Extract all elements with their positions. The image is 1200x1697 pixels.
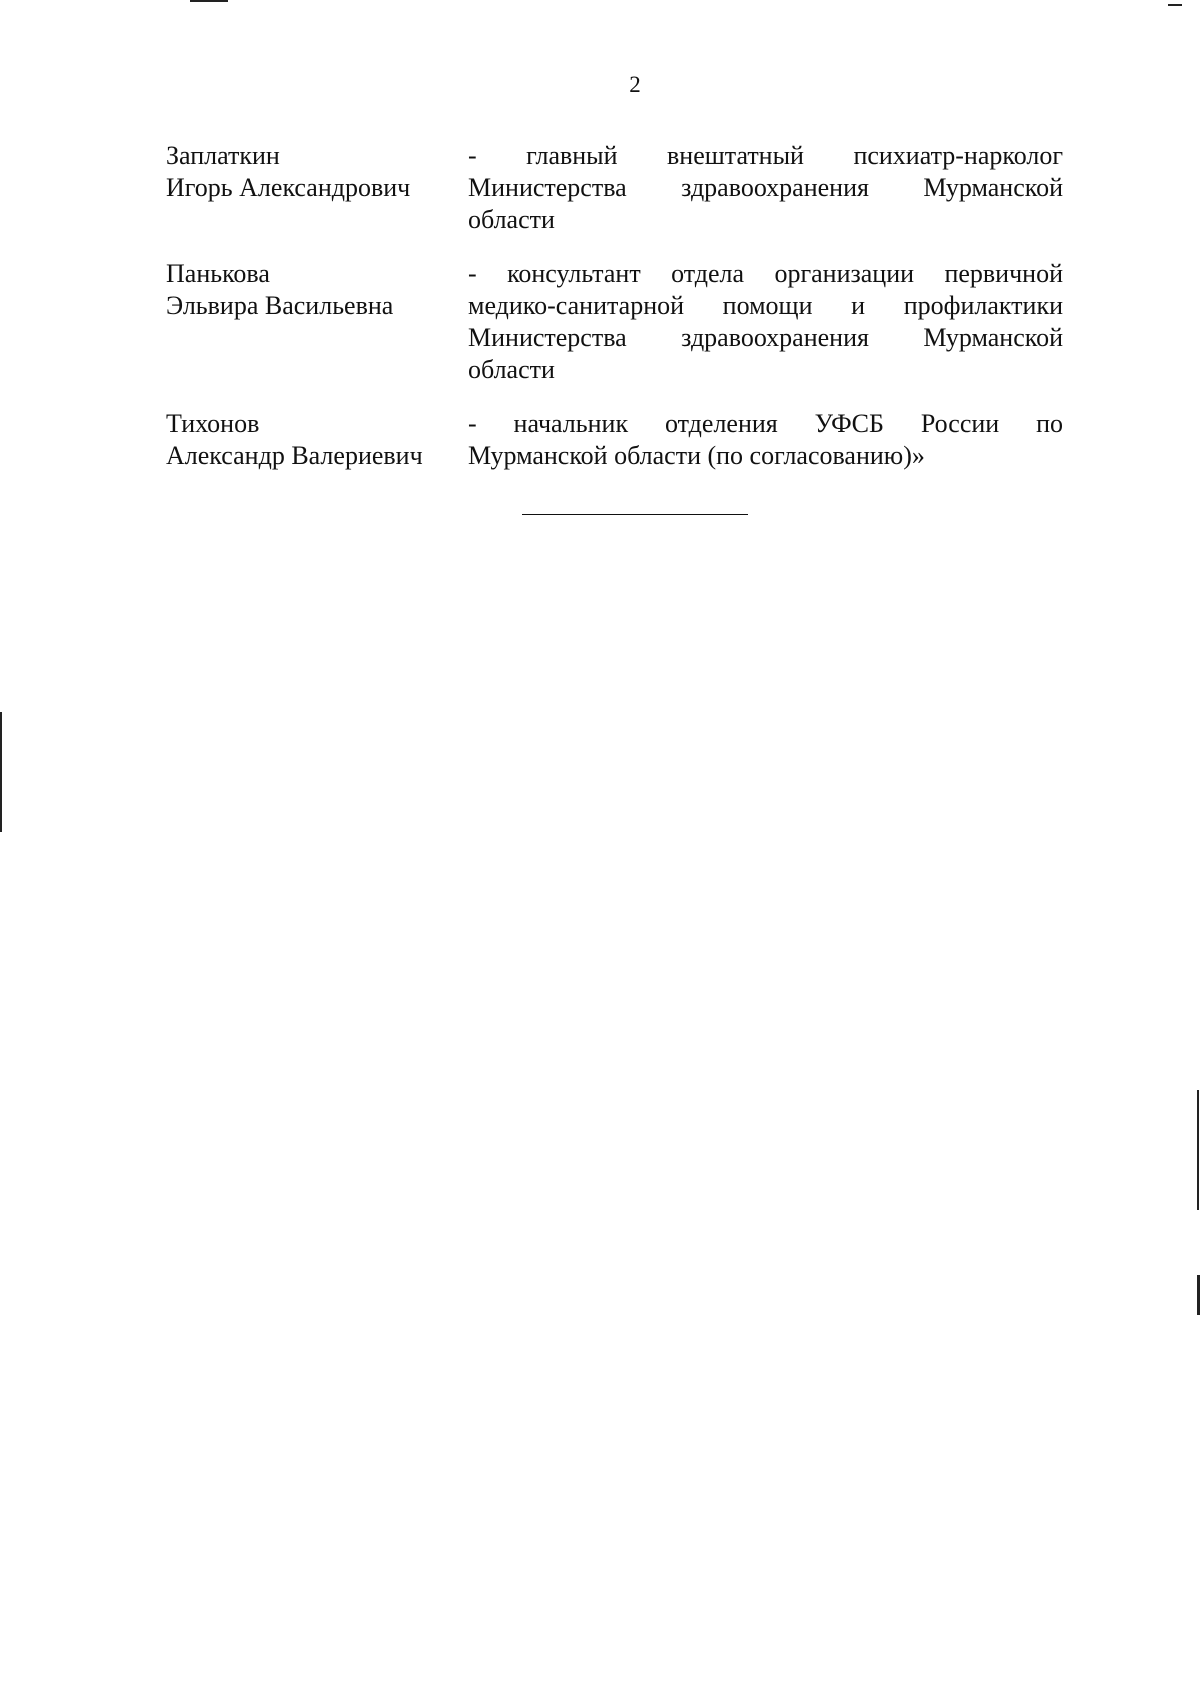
member-list <box>166 140 1066 494</box>
closing-rule <box>522 514 748 515</box>
scan-artifact-left <box>0 712 2 832</box>
member-entry <box>166 258 1066 386</box>
member-position <box>468 258 1063 386</box>
position-line: Министерства здравоохранения Мурманской <box>468 173 1063 202</box>
member-surname: Тихонов <box>166 409 260 438</box>
member-name <box>166 140 468 236</box>
member-position <box>468 140 1063 236</box>
member-given-names: Эльвира Васильевна <box>166 291 394 320</box>
scan-artifact-top-right <box>1168 4 1182 6</box>
member-name <box>166 408 468 472</box>
member-given-names: Александр Валериевич <box>166 441 423 470</box>
position-line: Министерства здравоохранения Мурманской <box>468 323 1063 352</box>
position-line: - начальник отделения УФСБ России по <box>468 409 1063 438</box>
member-surname: Панькова <box>166 259 270 288</box>
scan-artifact-right-1 <box>1197 1090 1199 1210</box>
member-entry <box>166 408 1066 472</box>
position-line: области <box>468 205 555 234</box>
scan-artifact-top <box>190 0 228 2</box>
position-line: Мурманской области (по согласованию)» <box>468 441 925 470</box>
member-entry <box>166 140 1066 236</box>
member-surname: Заплаткин <box>166 141 280 170</box>
member-position <box>468 408 1063 472</box>
position-line: - консультант отдела организации первичной <box>468 259 1063 288</box>
member-given-names: Игорь Александрович <box>166 173 411 202</box>
page-number: 2 <box>629 72 641 97</box>
position-line: области <box>468 355 555 384</box>
position-line: медико-санитарной помощи и профилактики <box>468 291 1063 320</box>
member-name <box>166 258 468 386</box>
position-line: - главный внештатный психиатр-нарколог <box>468 141 1063 170</box>
